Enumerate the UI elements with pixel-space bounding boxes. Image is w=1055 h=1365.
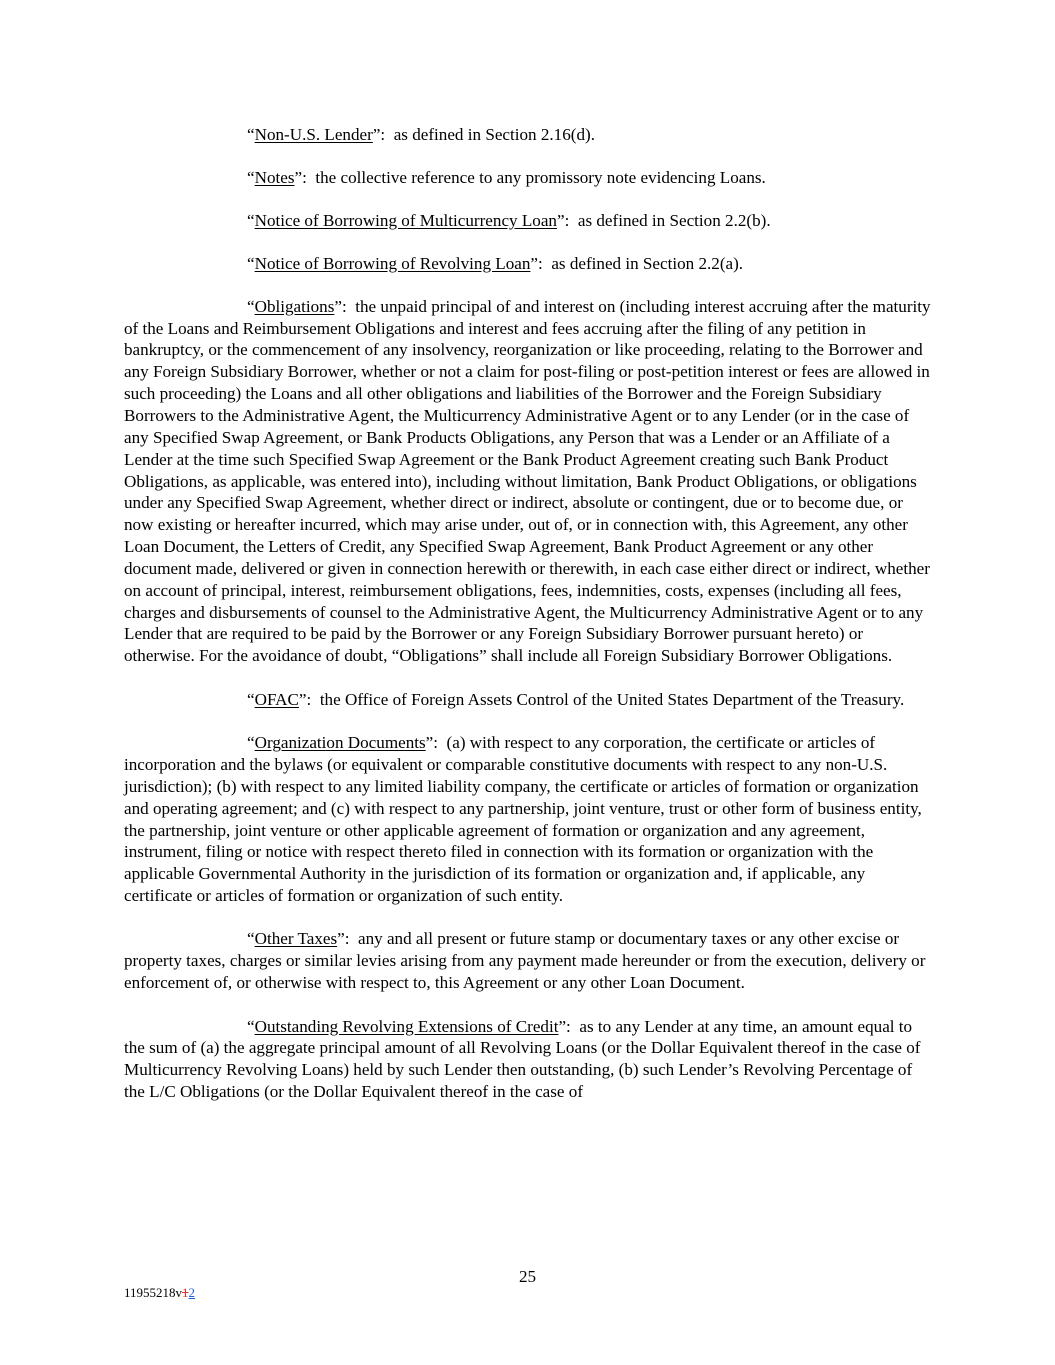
definition-text: (a) with respect to any corporation, the certificate or articles of incorporation and the bylaws (or equivalent or comparable constitutive documents with respect to any non-U.S. jurisdiction); (b) with respect to any limited liability company, the certificate or articles of formation or organization and operating agreement; and (c) with respect to any partnership, joint venture, trust or other form of business entity, the partnership, joint venture or other applicable agreement of formation or organization and any agreement, instrument, filing or notice with respect thereto filed in connection with its formation or organization with the applicable Governmental Authority in the jurisdiction of its formation or organization and, if applicable, any certificate or articles of formation or organization of such entity. xyxy=(124,733,922,906)
defined-term: Notes xyxy=(254,167,295,187)
document-id xyxy=(124,1285,195,1301)
definition-obligations: “Obligations”: the unpaid principal of and interest on (including interest accruing after the maturity of the Loans and Reimbursement Obligations and interest and fees accruing after the filing of any petition in bankruptcy, or the commencement of any insolvency, reorganization or like proceeding, relating to the Borrower and any Foreign Subsidiary Borrower, whether or not a claim for post-filing or post-petition interest or fees are allowed in such proceeding) the Loans and all other obligations and liabilities of the Borrower and the Foreign Subsidiary Borrowers to the Administrative Agent, the Multicurrency Administrative Agent or to any Lender (or in the case of any Specified Swap Agreement, or Bank Products Obligations, any Person that was a Lender or an Affiliate of a Lender at the time such Specified Swap Agreement or the Bank Product Agreement creating such Bank Product Obligations, as applicable, was entered into), including without limitation, Bank Product Obligations, or obligations under any Specified Swap Agreement, whether direct or indirect, absolute or contingent, due or to become due, or now existing or hereafter incurred, which may arise under, out of, or in connection with, this Agreement, any other Loan Document, the Letters of Credit, any Specified Swap Agreement, Bank Product Agreement or any other document made, delivered or given in connection herewith or therewith, in each case either direct or indirect, whether on account of principal, interest, reimbursement obligations, fees, indemnities, costs, expenses (including all fees, charges and disbursements of counsel to the Administrative Agent, the Multicurrency Administrative Agent or to any Lender that are required to be paid by the Borrower or any Foreign Subsidiary Borrower pursuant hereto) or otherwise. For the avoidance of doubt, “Obligations” shall include all Foreign Subsidiary Borrower Obligations. xyxy=(124,296,931,666)
document-body xyxy=(124,124,936,1125)
definition-notes: “Notes”: the collective reference to any promissory note evidencing Loans. xyxy=(247,167,766,187)
defined-term: Outstanding Revolving Extensions of Credit xyxy=(254,1016,559,1036)
page-number: 25 xyxy=(518,1267,537,1286)
version-deleted: 1 xyxy=(182,1285,189,1300)
defined-term: OFAC xyxy=(254,689,299,709)
defined-term: Non-U.S. Lender xyxy=(254,125,373,144)
definition-text: the unpaid principal of and interest on (including interest accruing after the maturity of the Loans and Reimbursement Obligations and interest and fees accruing after the filing of any petition in bankruptcy, or the commencement of any insolvency, reorganization or like proceeding, relating to the Borrower and any Foreign Subsidiary Borrower, whether or not a claim for post-filing or post-petition interest or fees are allowed in such proceeding) the Loans and all other obligations and liabilities of the Borrower and the Foreign Subsidiary Borrowers to the Administrative Agent, the Multicurrency Administrative Agent or to any Lender (or in the case of any Specified Swap Agreement, or Bank Products Obligations, any Person that was a Lender or an Affiliate of a Lender at the time such Specified Swap Agreement or the Bank Product Agreement creating such Bank Product Obligations, as applicable, was entered into), including without limitation, Bank Product Obligations, or obligations under any Specified Swap Agreement, whether direct or indirect, absolute or contingent, due or to become due, or now existing or hereafter incurred, which may arise under, out of, or in connection with, this Agreement, any other Loan Document, the Letters of Credit, any Specified Swap Agreement, Bank Product Agreement or any other document made, delivered or given in connection herewith or therewith, in each case either direct or indirect, whether on account of principal, interest, reimbursement obligations, fees, indemnities, costs, expenses (including all fees, charges and disbursements of counsel to the Administrative Agent, the Multicurrency Administrative Agent or to any Lender that are required to be paid by the Borrower or any Foreign Subsidiary Borrower pursuant hereto) or otherwise. For the avoidance of doubt, “Obligations” shall include all Foreign Subsidiary Borrower Obligations. xyxy=(124,296,931,666)
definition-text: the Office of Foreign Assets Control of the United States Department of the Treasury. xyxy=(319,689,905,709)
defined-term: Obligations xyxy=(254,296,335,316)
defined-term: Notice of Borrowing of Revolving Loan xyxy=(254,253,531,273)
definition-text: as defined in Section 2.2(a). xyxy=(551,253,744,273)
definition-text: as defined in Section 2.16(d). xyxy=(393,125,595,144)
definition-text: as defined in Section 2.2(b). xyxy=(577,210,771,230)
definition-text: any and all present or future stamp or documentary taxes or any other excise or property taxes, charges or similar levies arising from any payment made hereunder or from the execution, delivery or enforcement of, or otherwise with respect to, this Agreement or any other Loan Document. xyxy=(124,929,926,993)
definition-text: the collective reference to any promissory note evidencing Loans. xyxy=(315,167,766,187)
definition-non-us-lender: “Non-U.S. Lender”: as defined in Section 2.16(d). xyxy=(247,125,595,144)
definition-notice-multicurrency: “Notice of Borrowing of Multicurrency Loan”: as defined in Section 2.2(b). xyxy=(247,210,771,230)
definition-ofac: “OFAC”: the Office of Foreign Assets Control of the United States Department of the Treasury. xyxy=(247,689,905,709)
definition-organization-documents: “Organization Documents”: (a) with respect to any corporation, the certificate or articles of incorporation and the bylaws (or equivalent or comparable constitutive documents with respect to any non-U.S. jurisdiction); (b) with respect to any limited liability company, the certificate or articles of formation or organization and operating agreement; and (c) with respect to any partnership, joint venture, trust or other form of business entity, the partnership, joint venture or other applicable agreement of formation or organization and any agreement, instrument, filing or notice with respect thereto filed in connection with its formation or organization with the applicable Governmental Authority in the jurisdiction of its formation or organization and, if applicable, any certificate or articles of formation or organization of such entity. xyxy=(124,733,922,906)
definition-outstanding-revolving: “Outstanding Revolving Extensions of Credit”: as to any Lender at any time, an amount equal to the sum of (a) the aggregate principal amount of all Revolving Loans (or the Dollar Equivalent thereof in the case of Multicurrency Revolving Loans) held by such Lender then outstanding, (b) such Lender’s Revolving Percentage of the L/C Obligations (or the Dollar Equivalent thereof in the case of xyxy=(124,1016,921,1102)
version-inserted: 2 xyxy=(188,1285,196,1300)
document-id-base: 11955218v xyxy=(124,1285,183,1300)
definition-other-taxes: “Other Taxes”: any and all present or future stamp or documentary taxes or any other excise or property taxes, charges or similar levies arising from any payment made hereunder or from the execution, delivery or enforcement of, or otherwise with respect to, this Agreement or any other Loan Document. xyxy=(124,929,926,993)
defined-term: Organization Documents xyxy=(254,733,426,753)
definition-notice-revolving: “Notice of Borrowing of Revolving Loan”: as defined in Section 2.2(a). xyxy=(247,253,744,273)
defined-term: Other Taxes xyxy=(254,929,338,949)
defined-term: Notice of Borrowing of Multicurrency Loan xyxy=(254,210,557,230)
definition-text: as to any Lender at any time, an amount equal to the sum of (a) the aggregate principal amount of all Revolving Loans (or the Dollar Equivalent thereof in the case of Multicurrency Revolving Loans) held by such Lender then outstanding, (b) such Lender’s Revolving Percentage of the L/C Obligations (or the Dollar Equivalent thereof in the case of xyxy=(124,1016,921,1102)
